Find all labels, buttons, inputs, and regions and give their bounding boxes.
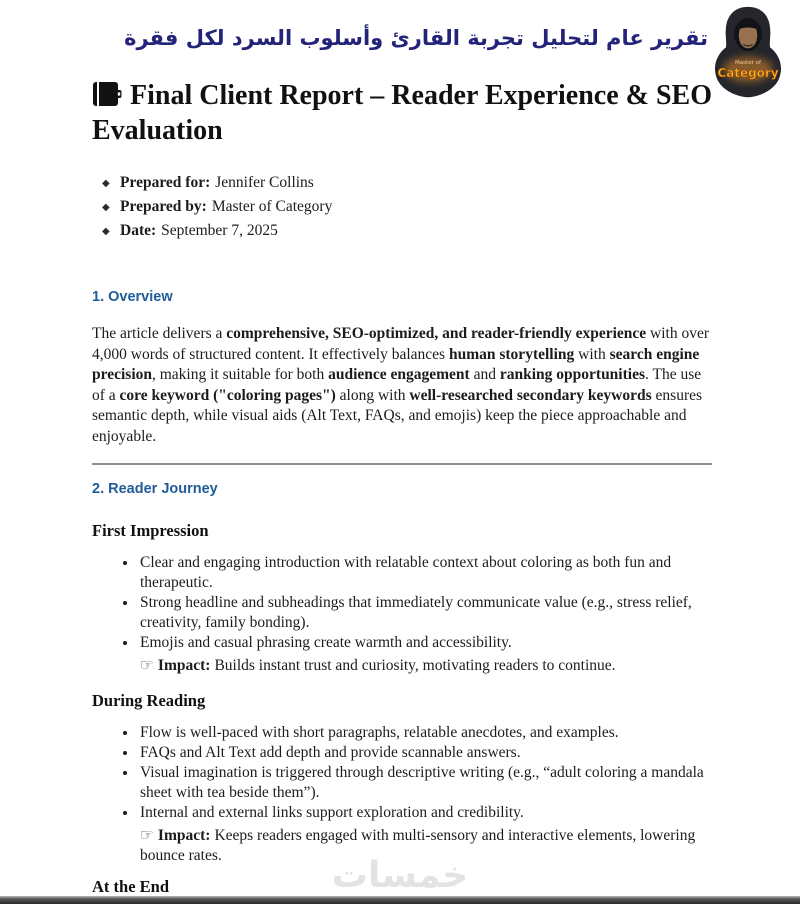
bullet-item: • Internal and external links support exploration and credibility. (138, 803, 714, 823)
meta-item-prepared-by (102, 196, 714, 220)
document-title-text: Final Client Report – Reader Experience & SEO Evaluation (92, 80, 712, 146)
diamond-bullet-icon: ◆ (102, 226, 110, 237)
meta-value: Master of Category (211, 198, 333, 215)
diamond-bullet-icon: ◆ (102, 178, 110, 189)
diamond-bullet-icon: ◆ (102, 202, 110, 213)
first-impression-bullets (92, 553, 714, 653)
book-icon (92, 81, 122, 107)
during-reading-bullets (92, 723, 714, 823)
bullet-item: • Flow is well-paced with short paragraphs, relatable anecdotes, and examples. (138, 723, 714, 743)
document-body (92, 78, 714, 897)
subheading-first-impression: First Impression (92, 521, 209, 540)
impact-text: Builds instant trust and curiosity, motivating readers to continue. (214, 657, 616, 674)
arabic-report-title: تقرير عام لتحليل تجربة القارئ وأسلوب السرد لكل فقرة (124, 26, 708, 50)
during-reading-impact (140, 825, 714, 866)
avatar-glow-text: Category (717, 65, 779, 80)
khamsat-watermark: خمسات (331, 855, 469, 896)
meta-item-date (102, 220, 714, 244)
impact-label: Impact: (157, 657, 211, 674)
meta-value: Jennifer Collins (215, 174, 314, 191)
meta-item-prepared-for (102, 172, 714, 196)
section-divider (92, 463, 712, 465)
meta-list (92, 172, 714, 244)
avatar-small-text: Master of (735, 59, 761, 66)
pointing-hand-icon: ☞ (140, 826, 154, 844)
meta-value: September 7, 2025 (161, 222, 278, 239)
bullet-item: • Strong headline and subheadings that immediately communicate value (e.g., stress relief, creativity, family bonding). (138, 593, 714, 633)
section-heading-overview: 1. Overview (92, 289, 173, 305)
bullet-item: • Emojis and casual phrasing create warmth and accessibility. (138, 633, 714, 653)
meta-label: Date: (120, 222, 157, 239)
subheading-during-reading: During Reading (92, 691, 206, 710)
section-heading-reader-journey: 2. Reader Journey (92, 481, 218, 497)
first-impression-impact (140, 655, 714, 676)
document-title (92, 78, 732, 148)
pointing-hand-icon: ☞ (140, 656, 154, 674)
overview-paragraph: The article delivers a comprehensive, SEO-optimized, and reader-friendly experience with over 4,000 words of structured content. It effectively balances human storytelling with search engine precision, making it suitable for both audience engagement and ranking opportunities. The use of a core keyword ("coloring pages") along with well-researched secondary keywords ensures semantic depth, while visual aids (Alt Text, FAQs, and emojis) keep the piece approachable and enjoyable. (92, 325, 710, 445)
impact-text: Keeps readers engaged with multi-sensory and interactive elements, lowering bounce rates. (140, 827, 696, 864)
impact-label: Impact: (157, 827, 211, 844)
bottom-edge-bar (0, 896, 800, 904)
subheading-at-the-end: At the End (92, 877, 170, 896)
bullet-item: • Visual imagination is triggered through descriptive writing (e.g., “adult coloring a mandala sheet with tea beside them”). (138, 763, 714, 803)
meta-label: Prepared by: (120, 198, 207, 215)
bullet-item: • Clear and engaging introduction with relatable context about coloring as both fun and therapeutic. (138, 553, 714, 593)
meta-label: Prepared for: (120, 174, 211, 191)
bullet-item: • FAQs and Alt Text add depth and provide scannable answers. (138, 743, 714, 763)
